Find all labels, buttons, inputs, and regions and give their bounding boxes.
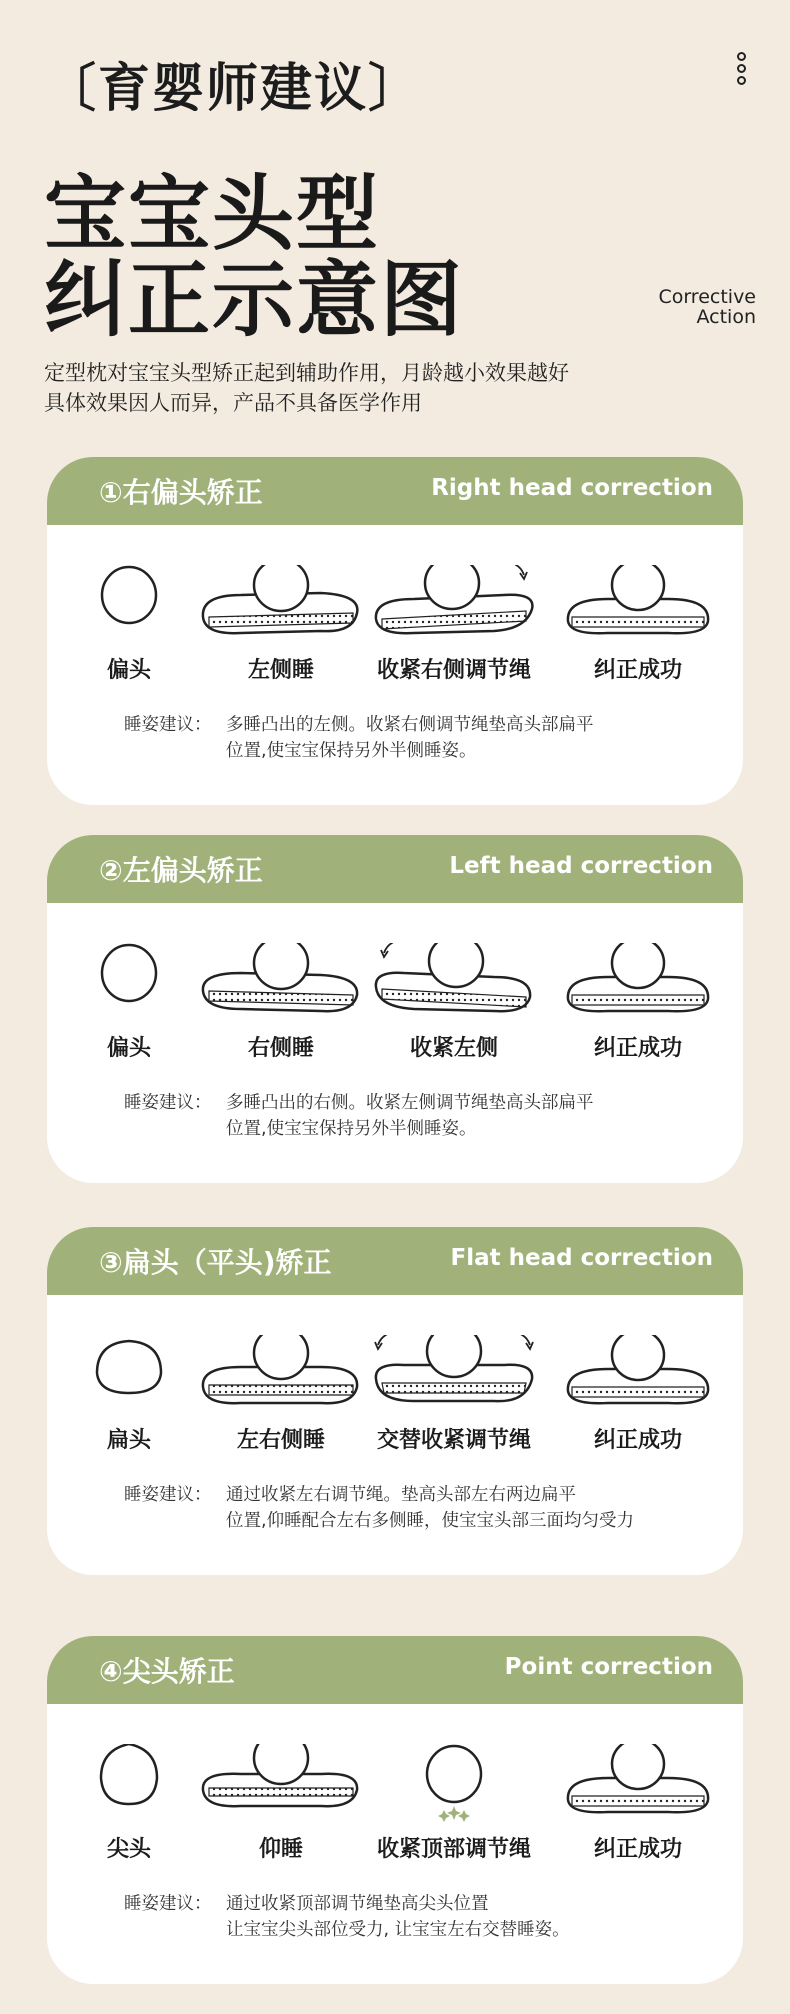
step-label: 收紧右侧调节绳 (376, 658, 531, 683)
head-icon (354, 1744, 554, 1824)
step-label: 纠正成功 (593, 658, 682, 683)
correction-card-point (47, 1636, 743, 1984)
card-title-cn: ③扁头（平头)矫正 (99, 1246, 332, 1279)
step-label: 交替收紧调节绳 (376, 1428, 531, 1453)
step-2 (181, 525, 381, 733)
sparkle-icon (438, 1806, 470, 1822)
pillow-head-icon (538, 565, 738, 645)
advice-text (124, 712, 594, 764)
step-3 (354, 903, 554, 1111)
steps-row (47, 903, 743, 1111)
card-title-en: Right head correction (431, 475, 713, 501)
pillow-head-icon (354, 565, 554, 645)
card-header (47, 1636, 743, 1704)
steps-row (47, 1704, 743, 1912)
intro-line-1: 定型枕对宝宝头型矫正起到辅助作用，月龄越小效果越好 (44, 361, 569, 385)
steps-row (47, 1295, 743, 1503)
card-header (47, 1227, 743, 1295)
step-label: 仰睡 (258, 1837, 303, 1862)
advice-line-2: 位置,使宝宝保持另外半侧睡姿。 (226, 741, 477, 761)
step-label: 收紧左侧 (409, 1036, 498, 1061)
step-4 (538, 1295, 738, 1503)
advice-text (124, 1891, 570, 1943)
card-title-en: Flat head correction (450, 1245, 713, 1271)
advice-label: 睡姿建议： (124, 1485, 212, 1505)
card-title-cn: ②左偏头矫正 (99, 854, 263, 887)
card-title-cn: ①右偏头矫正 (99, 476, 263, 509)
step-3 (354, 1295, 554, 1503)
corrective-line-1: Corrective (658, 286, 756, 308)
pillow-head-icon (354, 943, 554, 1023)
pillow-head-icon (354, 1335, 554, 1415)
step-label: 扁头 (106, 1428, 151, 1453)
menu-dots-icon[interactable] (737, 52, 751, 96)
step-4 (538, 903, 738, 1111)
card-header (47, 835, 743, 903)
pillow-head-icon (181, 943, 381, 1023)
advice-line-1: 通过收紧左右调节绳。垫高头部左右两边扁平 (226, 1485, 576, 1505)
step-label: 纠正成功 (593, 1837, 682, 1862)
advice-label: 睡姿建议： (124, 1894, 212, 1914)
step-label: 纠正成功 (593, 1428, 682, 1453)
pillow-head-icon (181, 1335, 381, 1415)
step-label: 纠正成功 (593, 1036, 682, 1061)
intro-line-2: 具体效果因人而异，产品不具备医学作用 (44, 391, 422, 415)
steps-row (47, 525, 743, 733)
corrective-line-2: Action (696, 306, 756, 328)
step-2 (181, 903, 381, 1111)
correction-card-left (47, 835, 743, 1183)
step-3 (354, 1704, 554, 1912)
step-3 (354, 525, 554, 733)
step-label: 偏头 (106, 658, 151, 683)
card-title-en: Point correction (504, 1654, 713, 1680)
title-line-1: 宝宝头型 (44, 167, 381, 262)
advice-text (124, 1482, 634, 1534)
step-label: 左右侧睡 (236, 1428, 325, 1453)
advice-line-1: 多睡凸出的左侧。收紧右侧调节绳垫高头部扁平 (226, 715, 594, 735)
pillow-head-icon (181, 1744, 381, 1824)
pillow-head-icon (181, 565, 381, 645)
correction-card-flat (47, 1227, 743, 1575)
step-label: 左侧睡 (247, 658, 314, 683)
advice-label: 睡姿建议： (124, 1093, 212, 1113)
intro-text (44, 358, 569, 418)
pillow-head-icon (538, 943, 738, 1023)
card-header (47, 457, 743, 525)
correction-card-right (47, 457, 743, 805)
step-label: 右侧睡 (247, 1036, 314, 1061)
page-title (44, 167, 465, 348)
advice-text (124, 1090, 594, 1142)
advice-line-2: 位置,使宝宝保持另外半侧睡姿。 (226, 1119, 477, 1139)
step-4 (538, 525, 738, 733)
card-title-en: Left head correction (449, 853, 713, 879)
step-2 (181, 1704, 381, 1912)
header-tag: 〔育婴师建议〕 (44, 59, 423, 119)
advice-line-2: 让宝宝尖头部位受力, 让宝宝左右交替睡姿。 (226, 1920, 570, 1940)
pillow-head-icon (538, 1744, 738, 1824)
pillow-head-icon (538, 1335, 738, 1415)
step-4 (538, 1704, 738, 1912)
step-label: 尖头 (106, 1837, 151, 1862)
advice-label: 睡姿建议： (124, 715, 212, 735)
advice-line-2: 位置,仰睡配合左右多侧睡，使宝宝头部三面均匀受力 (226, 1511, 635, 1531)
advice-line-1: 通过收紧顶部调节绳垫高尖头位置 (226, 1894, 489, 1914)
card-title-cn: ④尖头矫正 (99, 1655, 235, 1688)
step-label: 收紧顶部调节绳 (376, 1837, 531, 1862)
step-label: 偏头 (106, 1036, 151, 1061)
title-line-2: 纠正示意图 (44, 253, 465, 348)
advice-line-1: 多睡凸出的右侧。收紧左侧调节绳垫高头部扁平 (226, 1093, 594, 1113)
corrective-action-label (658, 287, 756, 327)
step-2 (181, 1295, 381, 1503)
